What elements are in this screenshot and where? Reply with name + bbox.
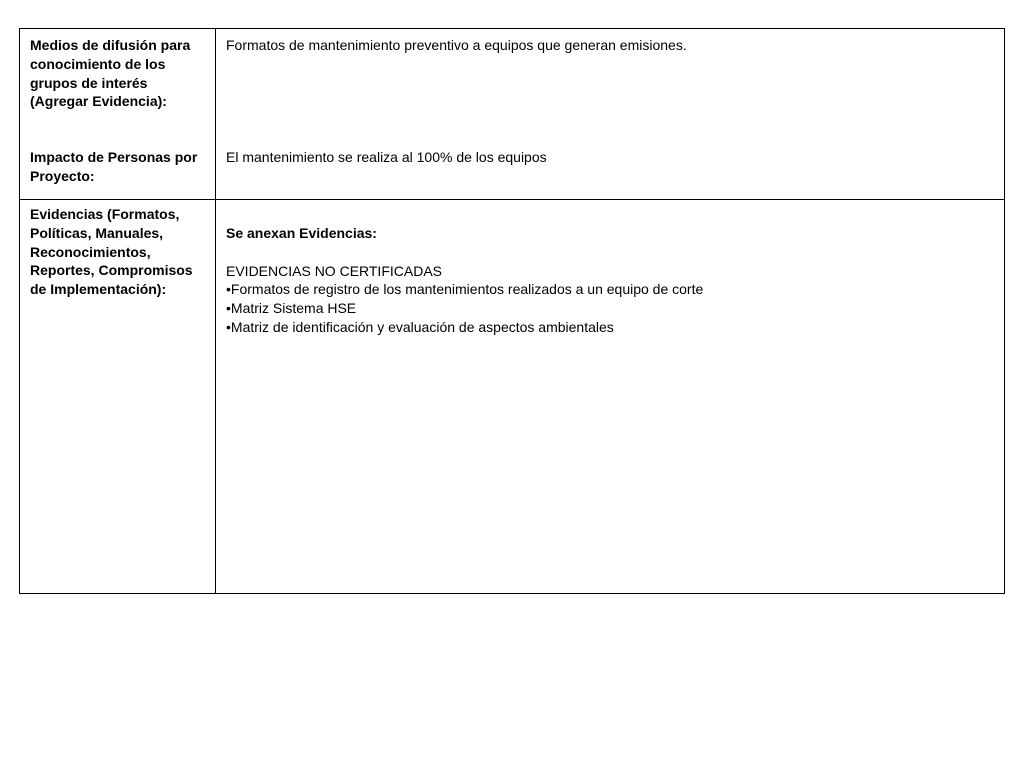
row2-label-cell xyxy=(20,200,216,593)
evidence-label: Evidencias (Formatos, Políticas, Manuales, Reconocimientos, Reportes, Compromisos de Implementación): xyxy=(30,206,193,298)
row1-value-cell xyxy=(216,29,1004,200)
diffusion-label: Medios de difusión para conocimiento de los grupos de interés (Agregar Evidencia): xyxy=(30,37,191,110)
row2-value-cell xyxy=(216,200,1004,593)
evidence-heading: Se anexan Evidencias: xyxy=(226,225,377,241)
diffusion-value: Formatos de mantenimiento preventivo a equipos que generan emisiones. xyxy=(226,37,687,53)
evidence-item: •Matriz de identificación y evaluación de aspectos ambientales xyxy=(226,318,614,335)
impact-label: Impacto de Personas por Proyecto: xyxy=(30,149,198,184)
impact-value: El mantenimiento se realiza al 100% de los equipos xyxy=(226,149,547,165)
evidence-item: •Matriz Sistema HSE xyxy=(226,300,357,317)
blank-line xyxy=(226,243,994,262)
evidence-table xyxy=(19,28,1005,594)
evidence-item: •Formatos de registro de los mantenimientos realizados a un equipo de corte xyxy=(226,281,704,298)
row1-label-cell xyxy=(20,29,216,200)
evidence-subheading: EVIDENCIAS NO CERTIFICADAS xyxy=(226,262,443,279)
